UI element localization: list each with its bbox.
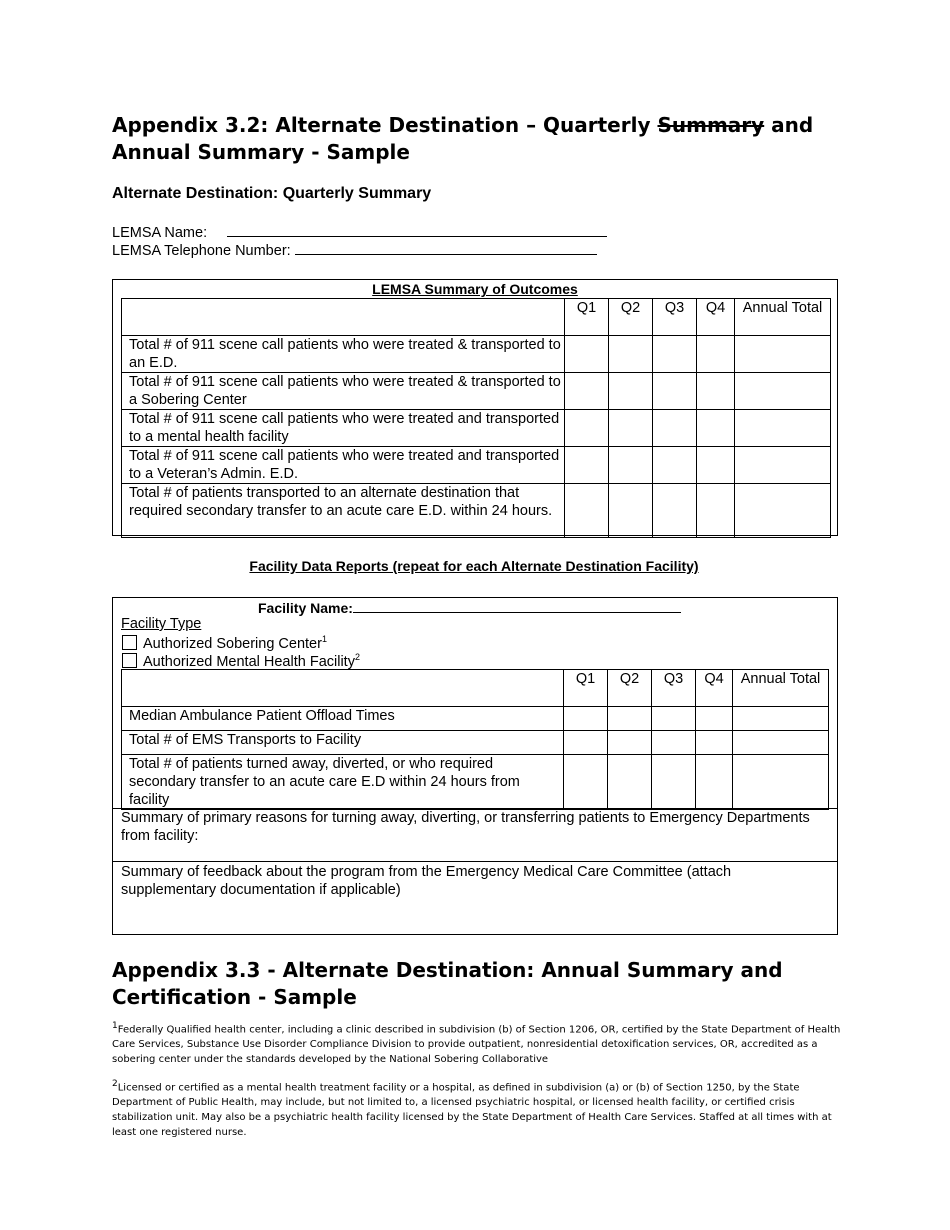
q2-cell[interactable] [609,336,653,373]
facility-type-label: Facility Type [121,616,202,632]
row-label: Total # of EMS Transports to Facility [122,731,564,755]
q2-cell[interactable] [609,484,653,538]
q2-cell[interactable] [608,755,652,810]
lemsa-name-label: LEMSA Name: [112,225,208,241]
option-mental-health-facility[interactable]: Authorized Mental Health Facility$^2$ [122,652,360,670]
header-q1: Q1 [565,299,609,336]
lemsa-name-field [112,222,607,242]
quarterly-summary-subtitle: Alternate Destination: Quarterly Summary [112,185,432,202]
q4-cell[interactable] [697,410,735,447]
row-label: Median Ambulance Patient Offload Times [122,707,564,731]
summary-reasons-field[interactable] [113,808,837,862]
facility-reports-heading: Facility Data Reports (repeat for each Alternate Destination Facility) [249,558,699,574]
lemsa-phone-field [112,240,597,260]
footnote-2: $^2$Licensed or certified as a mental health treatment facility or a hospital, as defined in subdivision (a) or (b) of Section 1250, by the State Department of Public Health, may include, but not limited to, a licensed psychiatric hospital, or licensed health facility, or certified crisis stabilization unit. May also be a psychiatric health facility licensed by the State Department of Health Care Services. Staffed at all times with at least one registered nurse. [112,1079,832,1139]
annual-cell[interactable] [735,484,831,538]
q1-cell[interactable] [565,336,609,373]
annual-cell[interactable] [735,373,831,410]
q2-cell[interactable] [609,410,653,447]
facility-name-blank[interactable] [353,599,681,613]
row-label: Total # of patients turned away, diverted, or who required secondary transfer to an acute care E.D within 24 hours from facility [122,755,564,810]
header-q2: Q2 [609,299,653,336]
header-blank-cell [122,670,564,707]
header-q1: Q1 [564,670,608,707]
table-row [122,731,829,755]
table-row [122,373,831,410]
row-label: Total # of 911 scene call patients who were treated & transported to a Sobering Center [122,373,565,410]
q4-cell[interactable] [696,707,733,731]
footnote-mark: 2 [112,1079,118,1089]
q3-cell[interactable] [653,447,697,484]
sobering-center-checkbox[interactable] [122,635,137,650]
row-label: Total # of 911 scene call patients who were treated and transported to a Veteran’s Admin. E.D. [122,447,565,484]
annual-cell[interactable] [733,731,829,755]
summary-feedback-label: Summary of feedback about the program from the Emergency Medical Care Committee (attach supplementary documentation if applicable) [121,864,732,898]
q1-cell[interactable] [565,373,609,410]
header-annual-total: Annual Total [733,670,829,707]
q1-cell[interactable] [565,484,609,538]
annual-cell[interactable] [735,410,831,447]
table-row [122,755,829,810]
table-row [122,447,831,484]
option-sobering-center[interactable]: Authorized Sobering Center$^1$ [122,634,327,652]
table-row [122,707,829,731]
appendix-3-3-title: Appendix 3.3 - Alternate Destination: Annual Summary and Certification - Sample [112,958,783,1009]
table-row [122,484,831,538]
q4-cell[interactable] [696,731,733,755]
q4-cell[interactable] [697,373,735,410]
annual-cell[interactable] [735,336,831,373]
q1-cell[interactable] [565,447,609,484]
summary-reasons-label: Summary of primary reasons for turning away, diverting, or transferring patients to Emergency Departments from facility: [121,810,810,844]
row-label: Total # of 911 scene call patients who were treated & transported to an E.D. [122,336,565,373]
lemsa-phone-blank[interactable] [295,240,597,255]
outcomes-caption: LEMSA Summary of Outcomes [372,281,578,297]
facility-box [112,597,838,935]
facility-table [121,669,829,810]
header-annual-total: Annual Total [735,299,831,336]
footnote-mark: 1 [112,1021,118,1031]
lemsa-phone-label: LEMSA Telephone Number: [112,243,291,259]
header-q3: Q3 [652,670,696,707]
q4-cell[interactable] [697,447,735,484]
outcomes-table [121,298,831,538]
q2-cell[interactable] [609,447,653,484]
q3-cell[interactable] [653,336,697,373]
header-q4: Q4 [697,299,735,336]
facility-name-field [258,599,681,618]
q4-cell[interactable] [696,755,733,810]
header-q3: Q3 [653,299,697,336]
lemsa-name-blank[interactable] [227,222,607,237]
q2-cell[interactable] [609,373,653,410]
q1-cell[interactable] [564,731,608,755]
q2-cell[interactable] [608,731,652,755]
table-row [122,336,831,373]
outcomes-header-row [122,299,831,336]
q2-cell[interactable] [608,707,652,731]
summary-feedback-field[interactable] [113,863,837,933]
facility-header-row [122,670,829,707]
appendix-3-2-title: Appendix 3.2: Alternate Destination – Quarterly Summary and Annual Summary - Sample [112,113,814,164]
outcomes-box [112,279,838,536]
q1-cell[interactable] [564,755,608,810]
row-label: Total # of 911 scene call patients who were treated and transported to a mental health facility [122,410,565,447]
header-q4: Q4 [696,670,733,707]
mental-health-checkbox[interactable] [122,653,137,668]
q1-cell[interactable] [565,410,609,447]
header-blank-cell [122,299,565,336]
struck-word: Summary [657,113,765,137]
annual-cell[interactable] [735,447,831,484]
q3-cell[interactable] [652,731,696,755]
q3-cell[interactable] [653,410,697,447]
footnote-1: $^1$Federally Qualified health center, including a clinic described in subdivision (b) of Section 1206, OR, certified by the State Department of Health Care Services, Substance Use Disorder Compliance Division to provide outpatient, nonresidential detoxification services, OR, accredited as a sobering center under the standards developed by the National Sobering Collaborative [112,1021,841,1066]
q3-cell[interactable] [653,373,697,410]
q3-cell[interactable] [652,707,696,731]
table-row [122,410,831,447]
annual-cell[interactable] [733,755,829,810]
header-q2: Q2 [608,670,652,707]
annual-cell[interactable] [733,707,829,731]
q3-cell[interactable] [653,484,697,538]
q3-cell[interactable] [652,755,696,810]
q1-cell[interactable] [564,707,608,731]
row-label: Total # of patients transported to an alternate destination that required secondary transfer to an acute care E.D. within 24 hours. [122,484,565,538]
q4-cell[interactable] [697,484,735,538]
q4-cell[interactable] [697,336,735,373]
facility-name-label: Facility Name: [258,600,353,616]
